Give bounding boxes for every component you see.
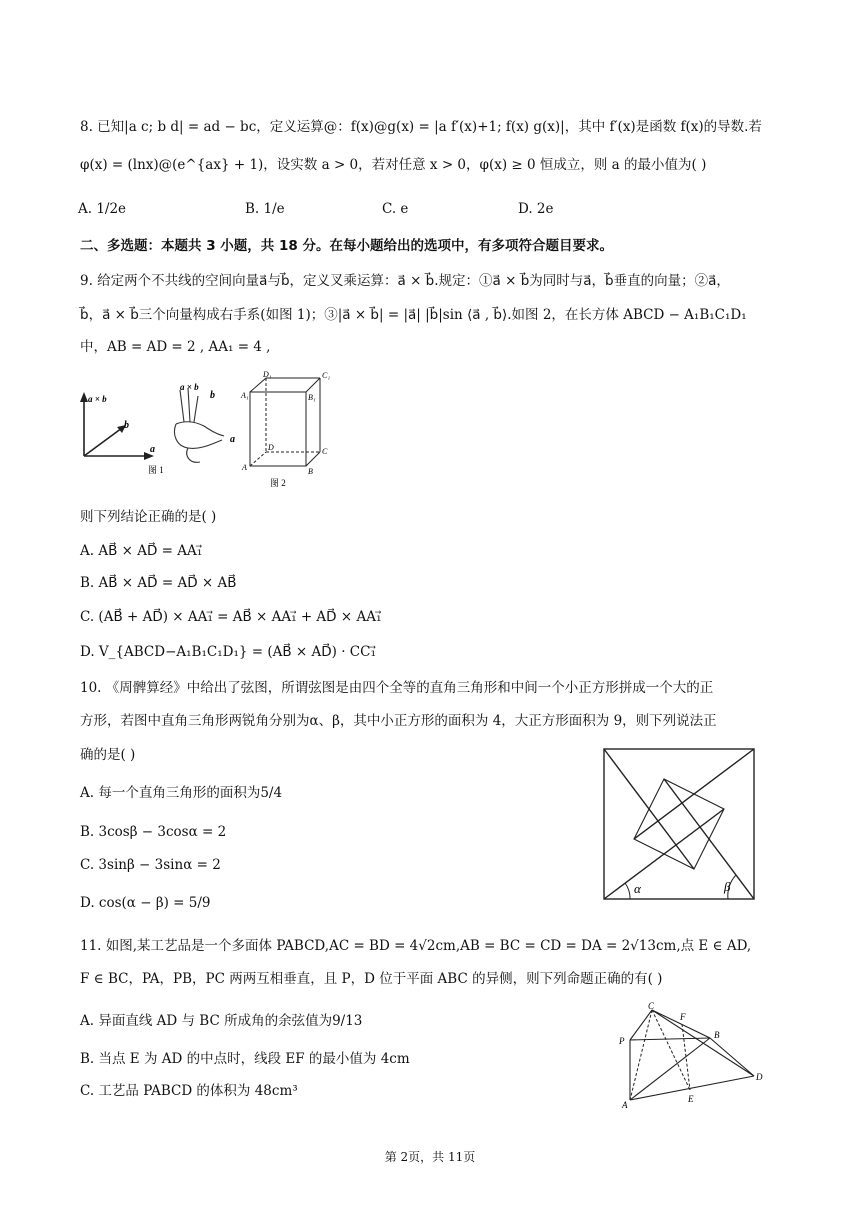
svg-text:D₁: D₁ <box>263 370 272 379</box>
section-heading-multiple-choice: 二、多选题：本题共 3 小题，共 18 分。在每小题给出的选项中，有多项符合题目要求。 <box>80 238 613 254</box>
svg-text:A₁: A₁ <box>241 391 249 400</box>
q8-stem-line2: φ(x) = (lnx)@(e^{ax} + 1)，设实数 a > 0，若对任意 x > 0，φ(x) ≥ 0 恒成立，则 a 的最小值为( ) <box>80 157 707 173</box>
svg-text:B: B <box>308 467 313 476</box>
large-square <box>604 749 754 899</box>
svg-text:A: A <box>622 1100 628 1110</box>
q9-figure-1-right-hand-system <box>76 378 246 478</box>
svg-text:C: C <box>322 447 328 456</box>
q9-option-a: A. AB⃗ × AD⃗ = AA₁⃗ <box>80 543 203 559</box>
svg-text:D: D <box>756 1072 763 1082</box>
q11-stem-line2: F ∈ BC，PA，PB，PC 两两互相垂直，且 P，D 位于平面 ABC 的异侧，则下列命题正确的有( ) <box>80 971 663 987</box>
hand-icon <box>175 388 225 462</box>
q9-option-c: C. (AB⃗ + AD⃗) × AA₁⃗ = AB⃗ × AA₁⃗ + AD⃗ × AA₁⃗ <box>80 609 382 625</box>
q9-option-b: B. AB⃗ × AD⃗ = AD⃗ × AB⃗ <box>80 575 237 591</box>
svg-text:C₁: C₁ <box>322 371 331 380</box>
alpha-angle-label: α <box>634 881 641 896</box>
svg-text:A: A <box>242 463 247 472</box>
svg-text:F: F <box>680 1012 686 1022</box>
q9-stem-line1: 9. 给定两个不共线的空间向量a⃗与b⃗，定义叉乘运算：a⃗ × b⃗.规定：①a⃗ × b⃗为同时与a⃗，b⃗垂直的向量；②a⃗， <box>80 273 730 289</box>
beta-angle-label: β <box>724 879 731 894</box>
svg-text:P: P <box>619 1036 625 1046</box>
q9-figure-2-cuboid <box>238 370 332 490</box>
q11-polyhedron-figure <box>610 1000 770 1110</box>
page-footer: 第 2页，共 11页 <box>384 1150 476 1164</box>
svg-text:a × b: a × b <box>88 394 107 404</box>
q11-stem-line1: 11. 如图,某工艺品是一个多面体 PABCD,AC = BD = 4√2cm,AB = BC = CD = DA = 2√13cm,点 E ∈ AD, <box>80 938 752 954</box>
svg-text:B₁: B₁ <box>308 393 316 402</box>
q11-option-b: B. 当点 E 为 AD 的中点时，线段 EF 的最小值为 4cm <box>80 1051 410 1067</box>
q10-option-c: C. 3sinβ − 3sinα = 2 <box>80 857 221 873</box>
q8-option-c: C. e <box>382 201 409 217</box>
figure-1-label: 图 1 <box>148 465 164 475</box>
q8-option-a: A. 1/2e <box>78 201 127 217</box>
q8-stem-line1: 8. 已知|a c; b d| = ad − bc，定义运算@：f(x)@g(x) = |a f′(x)+1; f(x) g(x)|，其中 f′(x)是函数 f(x)的导数.若 <box>80 119 762 135</box>
q9-prompt: 则下列结论正确的是( ) <box>80 509 217 525</box>
svg-text:D: D <box>268 443 274 452</box>
q10-option-d: D. cos(α − β) = 5/9 <box>80 895 211 911</box>
q10-option-a: A. 每一个直角三角形的面积为5/4 <box>80 785 283 801</box>
figure-2-label: 图 2 <box>270 478 286 488</box>
q8-option-d: D. 2e <box>518 201 554 217</box>
q8-option-b: B. 1/e <box>245 201 285 217</box>
svg-text:b: b <box>210 390 215 401</box>
svg-text:a × b: a × b <box>180 382 199 392</box>
q9-stem-line2: b⃗，a⃗ × b⃗三个向量构成右手系(如图 1)；③|a⃗ × b⃗| = |a⃗| |b⃗|sin ⟨a⃗ , b⃗⟩.如图 2，在长方体 ABCD − A₁B₁C₁D₁ <box>80 307 747 323</box>
svg-text:E: E <box>688 1094 694 1104</box>
q10-option-b: B. 3cosβ − 3cosα = 2 <box>80 824 227 840</box>
q9-option-d: D. V_{ABCD−A₁B₁C₁D₁} = (AB⃗ × AD⃗) · CC₁⃗ <box>80 644 376 660</box>
svg-text:a: a <box>230 434 235 445</box>
q10-stem-line1: 10. 《周髀算经》中给出了弦图，所谓弦图是由四个全等的直角三角形和中间一个小正方形拼成一个大的正 <box>80 680 714 696</box>
svg-text:B: B <box>714 1030 720 1040</box>
q10-stem-line3: 确的是( ) <box>80 747 136 763</box>
small-square <box>634 779 724 869</box>
svg-text:C: C <box>648 1001 655 1011</box>
b-axis-line <box>84 428 122 456</box>
svg-text:b: b <box>124 420 129 431</box>
svg-text:a: a <box>150 444 155 455</box>
q10-stem-line2: 方形，若图中直角三角形两锐角分别为α、β，其中小正方形的面积为 4，大正方形面积为 9，则下列说法正 <box>80 713 717 729</box>
q11-option-a: A. 异面直线 AD 与 BC 所成角的余弦值为9/13 <box>80 1013 363 1029</box>
q9-stem-line3: 中，AB = AD = 2 , AA₁ = 4 , <box>80 339 271 355</box>
q11-option-c: C. 工艺品 PABCD 的体积为 48cm³ <box>80 1083 298 1099</box>
q10-chord-diagram <box>600 745 760 905</box>
